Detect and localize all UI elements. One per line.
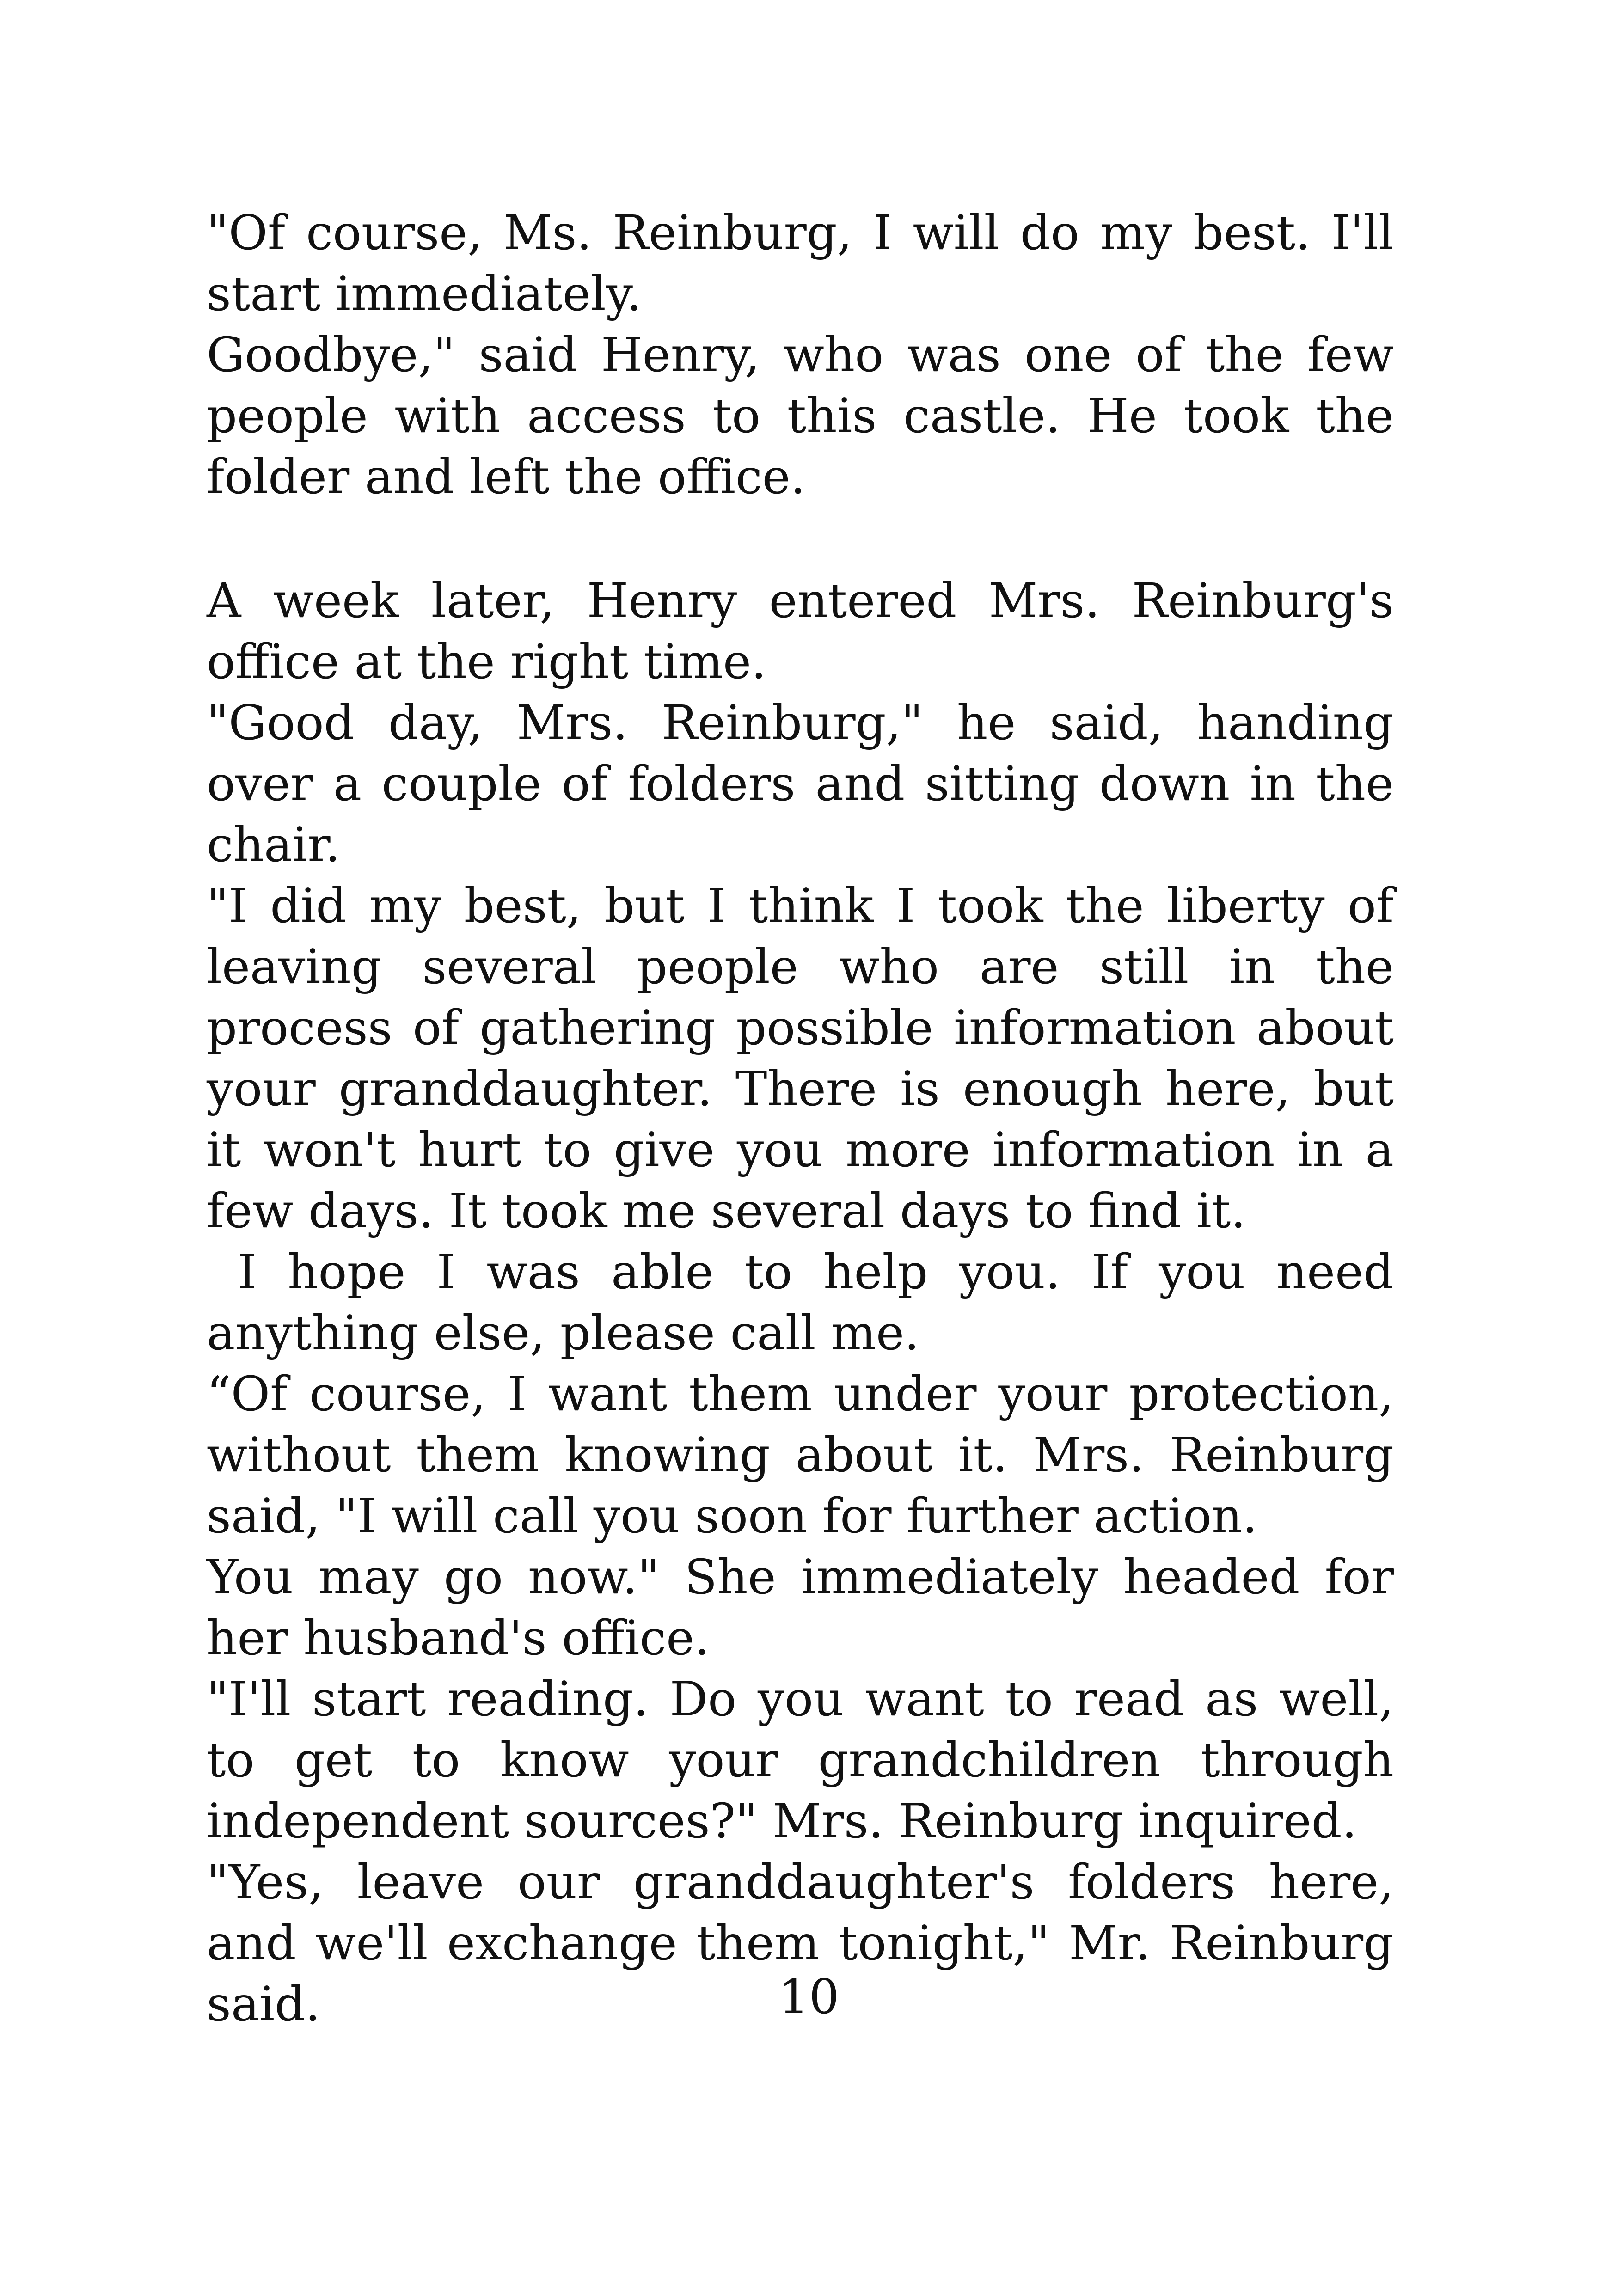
paragraph-spacer xyxy=(207,508,1394,570)
paragraph: "I'll start reading. Do you want to read as well, to get to know your grandchildren through independent sources?" Mrs. Reinburg inquired. xyxy=(207,1671,1394,1849)
paragraph: You may go now." She immediately headed for her husband's office. xyxy=(207,1549,1394,1666)
paragraph: "Yes, leave our granddaughter's folders here, and we'll exchange them tonight," Mr. Reinburg said. xyxy=(207,1855,1394,2032)
body-text xyxy=(207,202,1409,2035)
page-number: 10 xyxy=(778,1969,840,2025)
paragraph: "Good day, Mrs. Reinburg," he said, handing over a couple of folders and sitting down in the chair. xyxy=(207,695,1394,873)
paragraph: Goodbye," said Henry, who was one of the few people with access to this castle. He took the folder and left the office. xyxy=(207,327,1394,505)
paragraph: “Of course, I want them under your protection, without them knowing about it. Mrs. Reinburg said, "I will call you soon for further action. xyxy=(207,1366,1394,1544)
paragraph: "Of course, Ms. Reinburg, I will do my best. I'll start immediately. xyxy=(207,205,1394,322)
paragraph: "I did my best, but I think I took the liberty of leaving several people who are still in the process of gathering possible information about your granddaughter. There is enough here, but it won't hurt to give you more information in a few days. It took me several days to find it. xyxy=(207,878,1394,1239)
paragraph: A week later, Henry entered Mrs. Reinburg's office at the right time. xyxy=(207,573,1394,690)
paragraph: I hope I was able to help you. If you need anything else, please call me. xyxy=(207,1244,1409,1361)
